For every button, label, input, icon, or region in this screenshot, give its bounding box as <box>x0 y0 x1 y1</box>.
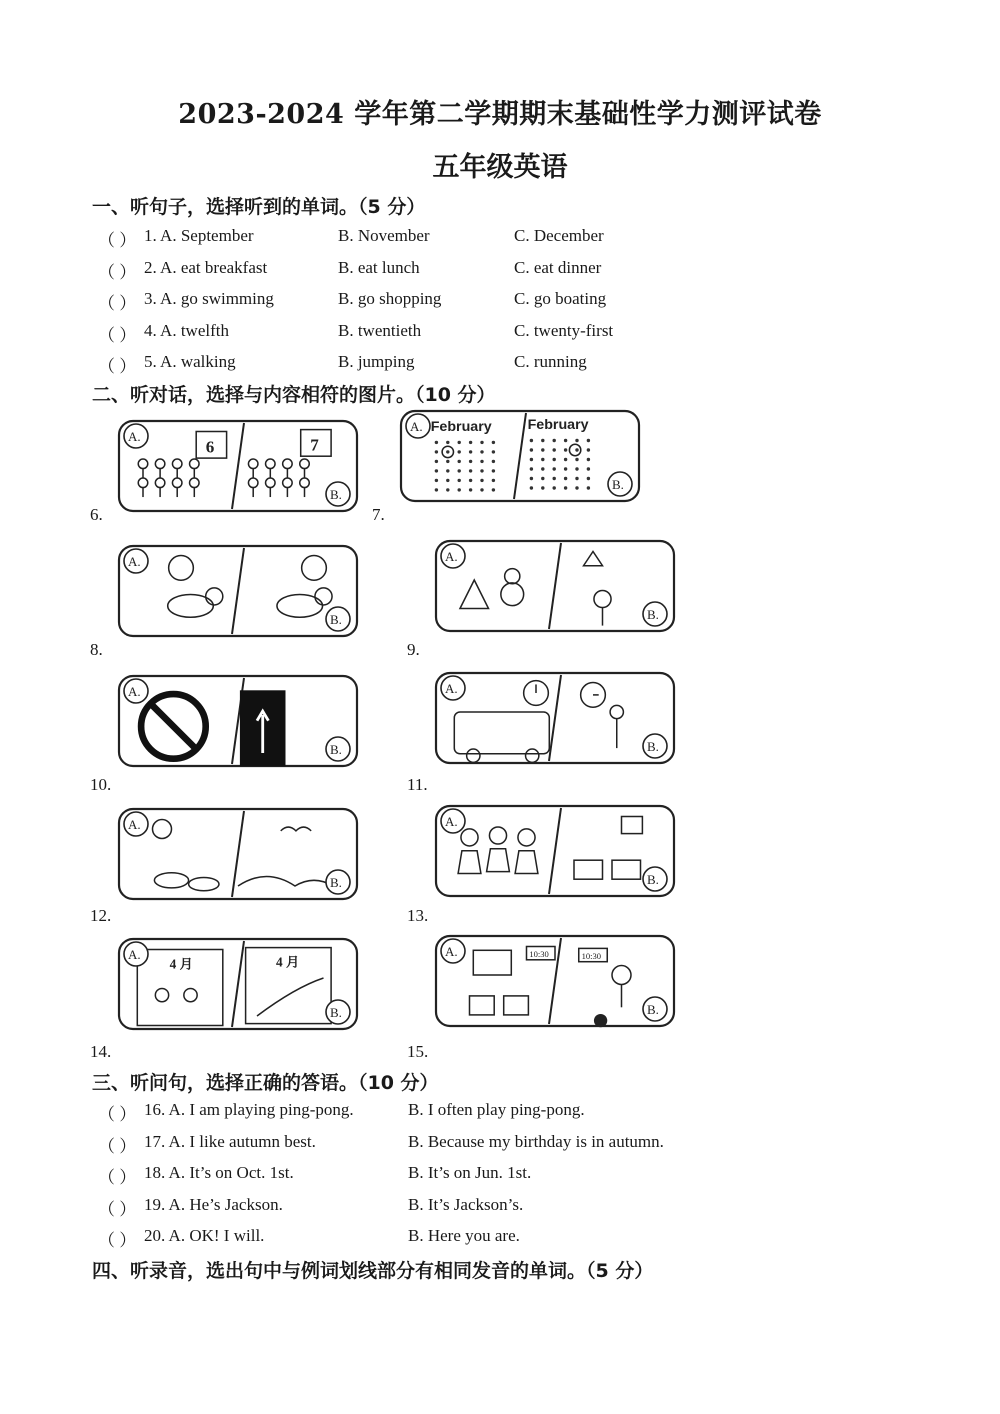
option-a: 18. A. It’s on Oct. 1st. <box>144 1163 294 1182</box>
picture-question-number: 13. <box>407 906 429 925</box>
answer-blank[interactable]: （ ） <box>98 1168 137 1187</box>
picture-card[interactable] <box>435 540 675 637</box>
option-a-label: A. <box>128 684 141 699</box>
option-b: B. jumping <box>338 352 415 371</box>
picture-card[interactable] <box>118 420 358 517</box>
picture-question-number: 15. <box>407 1042 429 1061</box>
option-b-label: B. <box>330 1005 342 1020</box>
spring-autumn-scene-icon <box>118 808 358 900</box>
clock-time-a: 10:30 <box>529 948 549 959</box>
picture-card[interactable] <box>118 545 358 642</box>
answer-blank[interactable]: （ ） <box>98 325 137 345</box>
option-a: 2. A. eat breakfast <box>144 257 268 277</box>
answer-blank[interactable]: （ ） <box>98 357 137 376</box>
calendar-number-b: 7 <box>310 435 319 455</box>
option-c: C. eat dinner <box>514 257 602 277</box>
option-a: 3. A. go swimming <box>144 289 274 308</box>
section-3-heading: 三、听问句，选择正确的答语。（10 分） <box>92 1072 439 1094</box>
option-b: B. twentieth <box>338 320 422 340</box>
picture-question-number: 7. <box>372 505 385 524</box>
option-b: B. Here you are. <box>408 1226 520 1245</box>
option-c: C. twenty-first <box>514 320 614 340</box>
picture-card[interactable] <box>435 672 675 769</box>
winter-summer-scene-icon <box>435 540 675 632</box>
dog-running-icon <box>118 545 358 637</box>
option-b: B. Because my birthday is in autumn. <box>408 1131 664 1151</box>
calendar-month-b: 4 月 <box>276 954 300 970</box>
option-b: B. I often play ping-pong. <box>408 1100 585 1119</box>
option-b: B. eat lunch <box>338 257 420 277</box>
picture-question-number: 6. <box>90 505 103 524</box>
option-a-label: A. <box>410 419 423 434</box>
calendar-month-b: February <box>527 417 589 434</box>
picture-card[interactable] <box>118 938 358 1035</box>
option-b: B. It’s Jackson’s. <box>408 1194 524 1214</box>
option-a-label: A. <box>128 947 141 962</box>
picture-card[interactable] <box>435 935 675 1032</box>
answer-blank[interactable]: （ ） <box>98 294 137 313</box>
option-c: C. running <box>514 352 587 371</box>
option-a-label: A. <box>128 817 141 832</box>
calendar-month-a: 4 月 <box>169 956 193 972</box>
picture-card[interactable] <box>118 675 358 772</box>
picture-card[interactable] <box>435 805 675 902</box>
option-b-label: B. <box>612 477 624 492</box>
picture-question-number: 8. <box>90 640 103 659</box>
school-bus-clock-icon <box>435 672 675 764</box>
option-b-label: B. <box>647 607 659 622</box>
option-c: C. December <box>514 226 604 245</box>
clock-time-b: 10:30 <box>581 950 602 961</box>
option-b: B. It’s on Jun. 1st. <box>408 1163 532 1182</box>
section-1-heading: 一、听句子，选择听到的单词。（5 分） <box>92 196 426 218</box>
option-c: C. go boating <box>514 289 607 308</box>
dancing-girls-classroom-icon <box>435 805 675 897</box>
calendar-month-a: February <box>430 419 492 435</box>
option-a-label: A. <box>128 429 141 444</box>
option-b-label: B. <box>330 612 342 627</box>
section-4-heading: 四、听录音，选出句中与例词划线部分有相同发音的单词。（5 分） <box>92 1260 654 1282</box>
picture-question-number: 10. <box>90 775 112 794</box>
page-subtitle: 五年级英语 <box>432 152 568 183</box>
option-a: 1. A. September <box>144 226 254 245</box>
option-b-label: B. <box>647 739 659 754</box>
option-b-label: B. <box>330 487 342 502</box>
answer-blank[interactable]: （ ） <box>98 1199 137 1219</box>
answer-blank[interactable]: （ ） <box>98 262 137 282</box>
option-a-label: A. <box>445 944 458 959</box>
picture-card[interactable] <box>118 808 358 905</box>
option-b: B. November <box>338 226 430 245</box>
option-a: 17. A. I like autumn best. <box>144 1131 316 1151</box>
option-b: B. go shopping <box>338 289 442 308</box>
option-a-label: A. <box>445 681 458 696</box>
option-a: 20. A. OK! I will. <box>144 1226 265 1245</box>
option-a-label: A. <box>445 549 458 564</box>
no-eating-sign-road-icon <box>118 675 358 767</box>
answer-blank[interactable]: （ ） <box>98 1136 137 1156</box>
option-b-label: B. <box>647 1002 659 1017</box>
picture-card[interactable] <box>400 410 640 507</box>
option-a-label: A. <box>445 814 458 829</box>
answer-blank[interactable]: （ ） <box>98 231 137 250</box>
page-title: 2023-2024 学年第二学期期末基础性学力测评试卷 <box>178 99 822 130</box>
classroom-football-clock-icon <box>435 935 675 1027</box>
option-a: 19. A. He’s Jackson. <box>144 1194 283 1214</box>
answer-blank[interactable]: （ ） <box>98 1231 137 1250</box>
picture-question-number: 12. <box>90 906 112 925</box>
option-a: 5. A. walking <box>144 352 236 371</box>
february-calendar-icon <box>400 410 640 502</box>
picture-question-number: 9. <box>407 640 420 659</box>
option-a: 16. A. I am playing ping-pong. <box>144 1100 354 1119</box>
children-group-calendar-icon <box>118 420 358 512</box>
answer-blank[interactable]: （ ） <box>98 1105 137 1124</box>
picture-question-number: 14. <box>90 1042 112 1061</box>
april-calendar-activity-icon <box>118 938 358 1030</box>
section-2-heading: 二、听对话，选择与内容相符的图片。（10 分） <box>92 384 496 406</box>
option-b-label: B. <box>330 742 342 757</box>
option-a-label: A. <box>128 554 141 569</box>
option-a: 4. A. twelfth <box>144 320 229 340</box>
option-b-label: B. <box>647 872 659 887</box>
calendar-number-a: 6 <box>205 437 215 457</box>
option-b-label: B. <box>330 875 342 890</box>
picture-question-number: 11. <box>407 775 428 794</box>
